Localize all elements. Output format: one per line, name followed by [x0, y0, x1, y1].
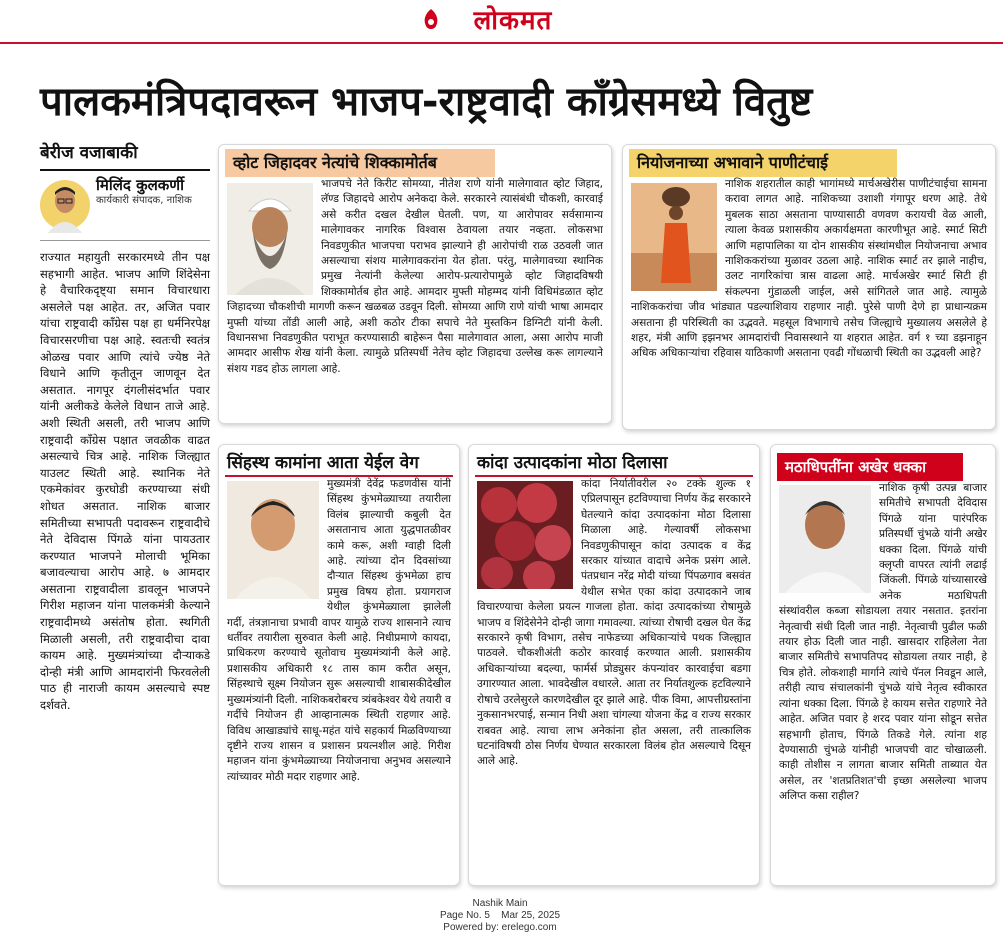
- author-byline: [40, 177, 210, 241]
- article-simhastha-title: सिंहस्थ कामांना आता येईल वेग: [225, 449, 453, 477]
- article-onion-relief-body: कांदा निर्यातीवरील २० टक्के शुल्क १ एप्रिलपासून हटविण्याचा निर्णय केंद्र सरकारने घेतल्याने कांदा उत्पादकांना मोठा दिलासा मिळाला आहे. गेल्यावर्षी लोकसभा निवडणुकीपासून कांदा उत्पादक व केंद्र सरकार यांच्यात वादाचे अनेक प्रसंग आले. पंतप्रधान नरेंद्र मोदी यांच्या पिंपळगाव बसवंत येथील सभेत एका कांदा उत्पादकाने जाब विचारण्याचा केलेला प्रयत्न गाजला होता. कांदा उत्पादकांच्या रोषामुळे भाजप व शिंदेसेनेने दोन्ही जागा गमावल्या. त्यांच्या रोषाची दखल घेत केंद्र सरकारने कृषी विभाग, तसेच नाफेडच्या अधिकाऱ्यांचे पथक जिल्ह्यात पाठवले. चौकशीअंती कठोर कारवाई करण्यात आली. प्रशासकीय अधिकाऱ्यांच्या बदल्या, फार्मर्स प्रोड्युसर कंपन्यांवर कारवाईचा बडगा उगारण्यात आला. भावदेखील वधारले. आता तर निर्यातशुल्क हटविल्याने रोषाचे उरलेसुरले कारणदेखील दूर झाले आहे. पीक विमा, आपत्तीग्रस्तांना नुकसानभरपाई, सन्मान निधी अशा चांगल्या योजना केंद्र व राज्य सरकार राबवत आहे. त्याचा लाभ अनेकांना होत असला, तरी तात्कालिक घटनांविषयी ठोस निर्णय घेण्यात सरकारला विलंब होत असल्याचे दिसून आले आहे.: [477, 478, 751, 768]
- page-footer: [380, 898, 620, 938]
- chief-minister-portrait: [227, 481, 319, 599]
- article-onion-relief-title: कांदा उत्पादकांना मोठा दिलासा: [475, 449, 753, 477]
- article-vote-jihad-title: व्होट जिहादवर नेत्यांचे शिक्कामोर्तब: [225, 149, 495, 177]
- article-simhastha-body: मुख्यमंत्री देवेंद्र फडणवीस यांनी सिंहस्थ कुंभमेळ्याच्या तयारीला विलंब झाल्याची कबुली देत असतानाच आता युद्धपातळीवर कामे करू, अशी ग्वाही दिली आहे. त्यांच्या दोन दिवसांच्या दौऱ्यात सिंहस्थ कुंभमेळा हाच प्रमुख विषय होता. प्रयागराज येथील कुंभमेळ्याला झालेली गर्दी, तंत्रज्ञानाचा प्रभावी वापर यामुळे राज्य शासनाने त्याच धर्तीवर तयारीला सुरुवात केली आहे. निधीप्रमाणे कायदा, प्राधिकरण करण्याचे सूतोवाच मुख्यमंत्र्यांनी केले आहे. प्रशासकीय अधिकारी १८ तास काम करीत असून, सिंहस्थाचे सूक्ष्म नियोजन सुरू असल्याची शाबासकीदेखील मुख्यमंत्र्यांनी दिली. नाशिकबरोबरच त्र्यंबकेश्वर येथे तयारी व गर्दीचे नियोजन ही आव्हानात्मक स्थिती राहणार आहे. विविध आखाड्यांचे साधू-महंत यांचे सहकार्य मिळविण्याच्या दृष्टीने राज्य शासन व प्रशासन प्रयत्नशील आहे. गिरीश महाजन यांना कुंभमेळ्याच्या नियोजनाचा अनुभव असल्याने त्यांच्यावर मोठी मदार राहणार आहे.: [227, 478, 451, 783]
- column-section-title: बेरीज वजाबाकी: [40, 140, 210, 171]
- article-water-shortage-body: नाशिक शहरातील काही भागांमध्ये मार्चअखेरीस पाणीटंचाईचा सामना करावा लागत आहे. नाशिकच्या उशाशी गंगापूर धरण आहे. तेथे मुबलक साठा असताना पाण्यासाठी वणवण करायची वेळ आली, त्याला केवळ प्रशासकीय अकार्यक्षमता कारणीभूत आहे. स्मार्ट सिटी आणि महापालिका या दोन शासकीय संस्थांमधील नियोजनाचा अभाव नाशिककरांच्या मुळावर उठला आहे. नाशिक स्मार्ट तर झाले नाहीच, उलट नागरिकांचा त्रास वाढला आहे. मार्चअखेर स्मार्ट सिटी ही संकल्पना गुंडाळली जाईल, असे सांगितले जात आहे. त्यामुळे नाशिककरांचा जीव भांड्यात पडल्याशिवाय राहणार नाही. पुरेसे पाणी देणे हा प्राधान्यक्रम असताना ही परिस्थिती का उद्भवते. महसूल विभागाचे तसेच जिल्ह्याचे मुख्यालय असलेले हे शहर, मंत्री आणि इझनभर आमदारांची निवासस्थाने या शहरात आहेत. वर्ग १ च्या डझनाहून अधिक अधिकाऱ्यांचा रहिवास याठिकाणी असताना एवढी गोंधळाची स्थिती का उद्भवली आहे?: [631, 178, 987, 360]
- article-leaders-shock: [770, 444, 996, 886]
- author-name: मिलिंद कुलकर्णी: [96, 176, 185, 194]
- article-water-shortage-title: नियोजनाच्या अभावाने पाणीटंचाई: [629, 149, 897, 177]
- article-onion-relief: [468, 444, 760, 886]
- article-simhastha: [218, 444, 460, 886]
- committee-leader-portrait: [779, 485, 871, 593]
- left-column-analysis: [40, 140, 210, 892]
- column-body: राज्यात महायुती सरकारमध्ये तीन पक्ष सहभागी आहेत. भाजप आणि शिंदेसेना हे वैचारिकदृष्ट्या समान विचारधारा असलेले पक्ष आहेत. तर, अजित पवार यांचा राष्ट्रवादी काँग्रेस पक्ष हा धर्मनिरपेक्ष विचारसरणीचा पक्ष आहे. स्वतःची स्वतंत्र ओळख पवार आणि त्यांचे ज्येष्ठ नेते विधाने आणि कृतीतून जाणवून देत असतात. नागपूर दंगलीसंदर्भात पवार यांनी अलीकडे केलेले विधान ताजे आहे. अशी स्थिती असली, तरी भाजप आणि राष्ट्रवादी काँग्रेस पक्षात जवळीक वाढत असल्याचे चित्र आहे. नाशिक जिल्ह्यात याउलट स्थिती आहे. स्थानिक नेते एकमेकांवर कुरघोडी करण्याच्या संधी शोधत असतात. नाशिक बाजार समितीच्या सभापती पदावरून राष्ट्रवादीचे नेते देविदास पिंगळे यांना पायउतार करण्यात भाजपने मोलाची भूमिका बजावल्याचा आरोप आहे. ७ आमदार असताना राष्ट्रवादीला डावलून भाजपने गिरीश महाजन यांना पालकमंत्री केल्याने राष्ट्रवादीमध्ये असंतोष होता. स्थगिती मिळाली असली, तरी राष्ट्रवादीचा दावा कायम आहे. मुख्यमंत्र्यांच्या दौऱ्याकडे दोन्ही मंत्री आणि आमदारांनी फिरवलेली पाठ ही नाराजी कायम असल्याचे स्पष्ट दर्शवते.: [40, 250, 210, 713]
- footer-edition: Nashik Main: [472, 898, 528, 909]
- article-water-shortage: [622, 144, 996, 430]
- masthead: [0, 0, 1003, 44]
- footer-powered-by[interactable]: Powered by: erelego.com: [443, 922, 557, 933]
- leader-portrait: [227, 183, 313, 295]
- author-portrait: [40, 177, 90, 233]
- main-headline: पालकमंत्रिपदावरून भाजप-राष्ट्रवादी काँग्रेसमध्ये वितुष्ट: [40, 79, 813, 125]
- article-leaders-shock-title: मठाधिपतींना अखेर धक्का: [777, 453, 963, 481]
- lokmat-seal-icon: [420, 8, 442, 34]
- lokmat-logo[interactable]: लोकमत: [473, 6, 553, 36]
- author-role: कार्यकारी संपादक, नाशिक: [96, 195, 192, 206]
- footer-page: Page No. 5: [439, 910, 490, 921]
- author-text: [96, 177, 192, 207]
- footer-page-date: [380, 910, 620, 922]
- article-vote-jihad: [218, 144, 612, 424]
- onions-image: [477, 481, 573, 589]
- article-leaders-shock-body: नाशिक कृषी उत्पन्न बाजार समितीचे सभापती देविदास पिंगळे यांना पारंपरिक प्रतिस्पर्धी चुंभळे यांनी अखेर धक्का दिला. पिंगळे यांची क्लृप्ती वापरत त्यांनी लढाई जिंकली. पिंगळे यांच्यासारखे अनेक मठाधिपती संस्थांवरील कब्जा सोडायला तयार नसतात. इतरांना नेतृत्वाची संधी दिली जात नाही. नेतृत्वाची पुढील फळी तयार होऊ दिली जात नाही. खासदार राहिलेला नेता बाजार समितीचे सभापतिपद सोडायला तयार नाही, हे चित्र होते. लोकशाही मार्गाने त्यांचे पॅनल निवडून आले, तरीही त्याच संचालकांनी चुंभळे यांचे नेतृत्व स्वीकारत त्यांना धक्का दिला. पिंगळे हे कायम सत्तेत राहणारे नेते आहेत. अजित पवार हे शरद पवार यांना सोडून सत्तेत सहभागी होताच, पिंगळे तिकडे गेले. त्यांना शह देण्यासाठी चुंभळे यांनीही भाजपची वाट चोखाळली. काही तोशीस न लागता बाजार समिती ताब्यात येत असेल, तर 'शतप्रतिशत'ची इच्छा असलेल्या भाजप अलिप्त कसा राहील?: [779, 482, 987, 803]
- article-vote-jihad-body: भाजपचे नेते किरीट सोमय्या, नीतेश राणे यांनी मालेगावात व्होट जिहाद, लॅण्ड जिहादचे आरोप अनेकदा केले. सरकारने त्यासंबंधी चौकशी, कारवाई असे करीत दखल देखील घेतली. पण, या आरोपावर सर्वसामान्य मालेगावकर नागरिक विश्वास ठेवायला तयार नव्हता. लोकसभा निवडणुकीत भाजपचा पराभव झाल्याने ही आरोपांची राळ उठवली जात असल्याचा संशय मालेगावकरांना येत होता. परंतु, मालेगावच्या स्थानिक प्रमुख नेत्यांनी केलेल्या आरोप-प्रत्यारोपामुळे व्होट जिहादविषयी शिक्कामोर्तब होत आहे. आमदार मुफ्ती मोहम्मद यांनी विधिमंडळात व्होट जिहादच्या चौकशीची मागणी करून खळबळ उडवून दिली. सोमय्या आणि राणे यांची भाषा आमदार मुफ्ती यांच्या तोंडी आली आहे, अशी कठोर टीका सपाचे नेते मुस्तकिन डिग्निटी यांनी केली. विधानसभा निवडणुकीत पराभूत करण्यासाठी बाहेरून पैसा मालेगावात आला, असा आरोप माजी आमदार आसीफ शेख यांनी केला. त्यामुळे प्रतिस्पर्धी नेतेच व्होट जिहादचा उल्लेख करू लागल्याने संशय गडद होऊ लागला आहे.: [227, 178, 603, 375]
- woman-carrying-pots-image: [631, 183, 717, 291]
- footer-date: Mar 25, 2025: [501, 910, 561, 921]
